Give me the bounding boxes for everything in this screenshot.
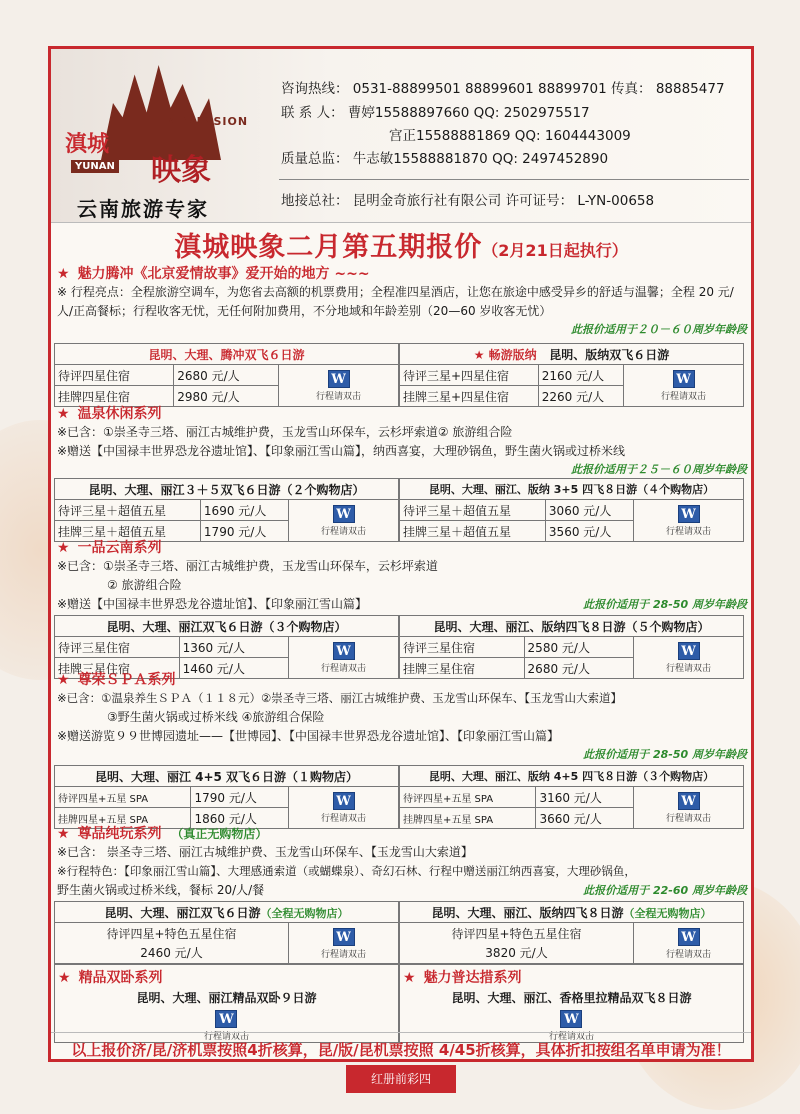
star-icon: ★ <box>57 826 70 842</box>
page-title <box>51 225 751 265</box>
word-doc-icon[interactable]: W <box>333 505 355 523</box>
section-line: ※赠送游览９９世博园遗址——【世博园】、【中国禄丰世界恐龙谷遗址馆】、【印象丽江雪山篇】 <box>57 729 560 743</box>
title-main: 滇城映象二月第五期报价 <box>174 232 483 263</box>
sleeper-table <box>54 963 399 1043</box>
pudacuo-table <box>399 963 744 1043</box>
table-cell: ★ 精品双卧系列 昆明、大理、丽江精品双卧９日游 W 行程请双击 <box>55 964 399 1043</box>
logo <box>61 57 271 221</box>
footer-note: 以上报价济/昆/济机票按照4折核算，昆/版/昆机票按照 4/45折核算，具体折扣按组名单申请为准！ <box>51 1032 751 1062</box>
table-cell: 1860 元/人 <box>191 808 289 829</box>
table-cell: 挂牌四星+五星 SPA <box>400 808 536 829</box>
table-cell: 2580 元/人 <box>524 637 633 658</box>
age-apply-note: 此报价适用于 28-50 周岁年龄段 <box>583 748 747 761</box>
table-cell: 2980 元/人 <box>174 386 279 407</box>
star-icon: ★ <box>403 970 416 986</box>
itinerary-doc[interactable]: W 行程请双击 <box>289 787 399 829</box>
section-title: ★ 尊荣ＳＰＡ系列 <box>57 672 176 688</box>
table-head: 昆明、大理、腾冲双飞６日游 <box>55 344 399 365</box>
section-sleeper <box>57 963 747 1042</box>
word-doc-icon[interactable]: W <box>678 505 700 523</box>
table-cell: 3060 元/人 <box>545 500 633 521</box>
table-cell: 3560 元/人 <box>545 521 633 542</box>
word-doc-icon[interactable]: W <box>673 370 695 388</box>
table-cell: 待评三星+四星住宿 <box>400 365 539 386</box>
word-doc-icon[interactable]: W <box>333 928 355 946</box>
table-head: 昆明、大理、丽江、版纳四飞８日游（全程无购物店） <box>400 902 744 923</box>
itinerary-doc[interactable]: W 行程请双击 <box>634 637 744 679</box>
table-head: 昆明、大理、丽江、版纳四飞８日游（５个购物店） <box>400 616 744 637</box>
table-cell: 1690 元/人 <box>200 500 288 521</box>
word-doc-icon[interactable]: W <box>333 792 355 810</box>
word-doc-icon[interactable]: W <box>678 928 700 946</box>
table-cell: 待评三星住宿 <box>400 637 525 658</box>
itinerary-doc[interactable]: W 行程请双击 <box>289 637 399 679</box>
table-cell: 待评三星＋超值五星 <box>55 500 201 521</box>
table-head: 昆明、大理、丽江 4+5 双飞６日游（１购物店） <box>55 766 399 787</box>
age-apply-note: 此报价适用于 28-50 周岁年龄段 <box>583 598 747 611</box>
route-text: 昆明、大理、丽江精品双卧９日游 <box>136 991 317 1005</box>
price-table-left <box>54 343 399 407</box>
price-table-left <box>54 478 399 542</box>
section-line: ※赠送【中国禄丰世界恐龙谷遗址馆】、【印象丽江雪山篇】，纳西喜宴，大理砂锅鱼，野生菌火锅或过桥米线 <box>57 444 626 458</box>
table-head: 昆明、大理、丽江３＋５双飞６日游（２个购物店） <box>55 479 399 500</box>
logo-text-cn1: 滇城 <box>65 131 110 157</box>
section-line: ※行程特色：【印象丽江雪山篇】、大理感通索道（或蝴蝶泉）、奇幻石林、行程中赠送丽江纳西喜宴，大理砂锅鱼， <box>57 864 636 878</box>
table-head: 昆明、大理、丽江双飞６日游（３个购物店） <box>55 616 399 637</box>
table-cell: 待评四星+特色五星住宿 2460 元/人 <box>55 923 289 965</box>
star-icon: ★ <box>57 266 70 282</box>
itinerary-doc[interactable]: W 行程请双击 <box>289 923 399 965</box>
license-info: 地接总社： 昆明金奇旅行社有限公司 许可证号： L-YN-00658 <box>281 193 655 209</box>
table-cell: 待评三星住宿 <box>55 637 180 658</box>
table-cell: 待评三星＋超值五星 <box>400 500 546 521</box>
section-line: ※已含：①温泉养生ＳＰＡ（１１８元）②崇圣寺三塔、丽江古城维护费、玉龙雪山环保车、【玉龙雪山大索道】 <box>57 691 622 705</box>
section-line: ※已含： 崇圣寺三塔、丽江古城维护费、玉龙雪山环保车、【玉龙雪山大索道】 <box>57 845 473 859</box>
table-cell: 挂牌四星住宿 <box>55 386 174 407</box>
age-apply-note: 此报价适用于２５－６０周岁年龄段 <box>571 463 747 476</box>
table-cell: 待评四星+五星 SPA <box>400 787 536 808</box>
itinerary-doc[interactable]: W 行程请双击 <box>624 365 744 407</box>
table-cell: 待评四星+特色五星住宿 3820 元/人 <box>400 923 634 965</box>
table-cell: 待评四星住宿 <box>55 365 174 386</box>
star-icon: ★ <box>57 406 70 422</box>
itinerary-doc[interactable]: W 行程请双击 <box>634 923 744 965</box>
section-title: ★ 温泉休闲系列 <box>57 406 162 422</box>
word-doc-icon[interactable]: W <box>215 1010 237 1028</box>
itinerary-doc[interactable]: W 行程请双击 <box>279 365 399 407</box>
section-pure-tour <box>57 823 747 963</box>
logo-slogan: 云南旅游专家 <box>77 197 209 221</box>
price-table-left <box>54 901 399 965</box>
table-cell: 挂牌三星住宿 <box>400 658 525 679</box>
table-head: 昆明、大理、丽江、版纳 3+5 四飞８日游（４个购物店） <box>400 479 744 500</box>
table-cell: 待评四星+五星 SPA <box>55 787 191 808</box>
table-cell: 2680 元/人 <box>174 365 279 386</box>
table-cell: 3160 元/人 <box>536 787 634 808</box>
header-divider <box>279 179 749 180</box>
header <box>51 49 751 223</box>
price-table-right <box>399 765 744 829</box>
section-title: ★ 尊品纯玩系列 （真正无购物店） <box>57 826 268 842</box>
table-cell: 2160 元/人 <box>538 365 623 386</box>
price-table-right <box>399 901 744 965</box>
price-table-right <box>399 343 744 407</box>
itinerary-doc[interactable]: W 行程请双击 <box>289 500 399 542</box>
itinerary-doc[interactable]: W 行程请双击 <box>548 1012 594 1042</box>
brochure-frame <box>48 46 754 1062</box>
price-table-left <box>54 765 399 829</box>
section-line: 野生菌火锅或过桥米线，餐标 20/人/餐 此报价适用于 22-60 周岁年龄段 <box>57 881 747 900</box>
table-cell: 2260 元/人 <box>538 386 623 407</box>
table-cell: 挂牌三星住宿 <box>55 658 180 679</box>
table-head: 昆明、大理、丽江、版纳 4+5 四飞８日游（３个购物店） <box>400 766 744 787</box>
section-line: ※赠送【中国禄丰世界恐龙谷遗址馆】、【印象丽江雪山篇】 此报价适用于 28-50 周岁年龄段 <box>57 595 747 614</box>
word-doc-icon[interactable]: W <box>560 1010 582 1028</box>
table-cell: 挂牌三星＋超值五星 <box>400 521 546 542</box>
itinerary-doc[interactable]: W 行程请双击 <box>203 1012 249 1042</box>
word-doc-icon[interactable]: W <box>678 792 700 810</box>
page-tab: 红册前彩四 <box>346 1065 456 1093</box>
table-cell: 挂牌四星+五星 SPA <box>55 808 191 829</box>
section-title: ★ 魅力腾冲《北京爱情故事》爱开始的地方 ~~~ <box>57 266 370 282</box>
word-doc-icon[interactable]: W <box>678 642 700 660</box>
table-cell: ★ 魅力普达措系列 昆明、大理、丽江、香格里拉精品双飞８日游 W 行程请双击 <box>400 964 744 1043</box>
logo-text-cn2: 映象 <box>151 153 211 188</box>
section-line: ※已含：①崇圣寺三塔、丽江古城维护费，玉龙雪山环保车，云杉坪索道 <box>57 559 438 573</box>
section-tengchong <box>57 263 747 404</box>
logo-text-impression: IMPRESSION <box>161 115 249 128</box>
table-head: ★ 畅游版纳 昆明、版纳双飞６日游 <box>400 344 744 365</box>
title-sub: （2月21日起执行） <box>482 241 628 260</box>
star-icon: ★ <box>57 540 70 556</box>
table-cell: 挂牌三星+四星住宿 <box>400 386 539 407</box>
star-icon: ★ <box>57 672 70 688</box>
section-hotspring <box>57 403 747 539</box>
quality-director: 质量总监： 牛志敏15588881870 QQ: 2497452890 <box>281 151 609 167</box>
logo-text-yunan: YUNAN <box>71 160 119 173</box>
table-cell: 1360 元/人 <box>179 637 288 658</box>
word-doc-icon[interactable]: W <box>328 370 350 388</box>
table-cell: 3660 元/人 <box>536 808 634 829</box>
section-body: ※ 行程亮点：全程旅游空调车，为您省去高额的机票费用；全程准四星酒店，让您在旅途中感受异乡的舒适与温馨；全程 20 元/人/正高餐标；行程收客无忧，无任何附加费用，不分地域和年龄差别（20—60 岁收客无忧） <box>57 285 734 318</box>
word-doc-icon[interactable]: W <box>333 642 355 660</box>
table-cell: 1790 元/人 <box>191 787 289 808</box>
age-apply-note: 此报价适用于 22-60 周岁年龄段 <box>583 884 747 897</box>
age-apply-note: 此报价适用于２０－６０周岁年龄段 <box>571 323 747 336</box>
contact-person-2: 宫正15588881869 QQ: 1604443009 <box>389 128 631 144</box>
section-line: ② 旅游组合险 <box>107 578 182 592</box>
table-head: 昆明、大理、丽江双飞６日游（全程无购物店） <box>55 902 399 923</box>
contact-person-1: 联 系 人： 曹婷15588897660 QQ: 2502975517 <box>281 105 590 121</box>
price-table-right <box>399 478 744 542</box>
table-cell: 挂牌三星＋超值五星 <box>55 521 201 542</box>
route-text: 昆明、大理、丽江、香格里拉精品双飞８日游 <box>451 991 692 1005</box>
section-line: ※已含：①崇圣寺三塔、丽江古城维护费，玉龙雪山环保车，云杉坪索道② 旅游组合险 <box>57 425 513 439</box>
table-cell: 2680 元/人 <box>524 658 633 679</box>
table-cell: 1790 元/人 <box>200 521 288 542</box>
itinerary-doc[interactable]: W 行程请双击 <box>634 500 744 542</box>
table-cell: 1460 元/人 <box>179 658 288 679</box>
section-spa <box>57 669 747 826</box>
hotline: 咨询热线： 0531-88899501 88899601 88899701 传真： 88885477 <box>281 81 725 97</box>
star-icon: ★ <box>58 970 71 986</box>
itinerary-doc[interactable]: W 行程请双击 <box>634 787 744 829</box>
section-title: ★ 一品云南系列 <box>57 540 162 556</box>
section-line: ③野生菌火锅或过桥米线 ④旅游组合保险 <box>107 710 325 724</box>
section-yipin <box>57 537 747 677</box>
